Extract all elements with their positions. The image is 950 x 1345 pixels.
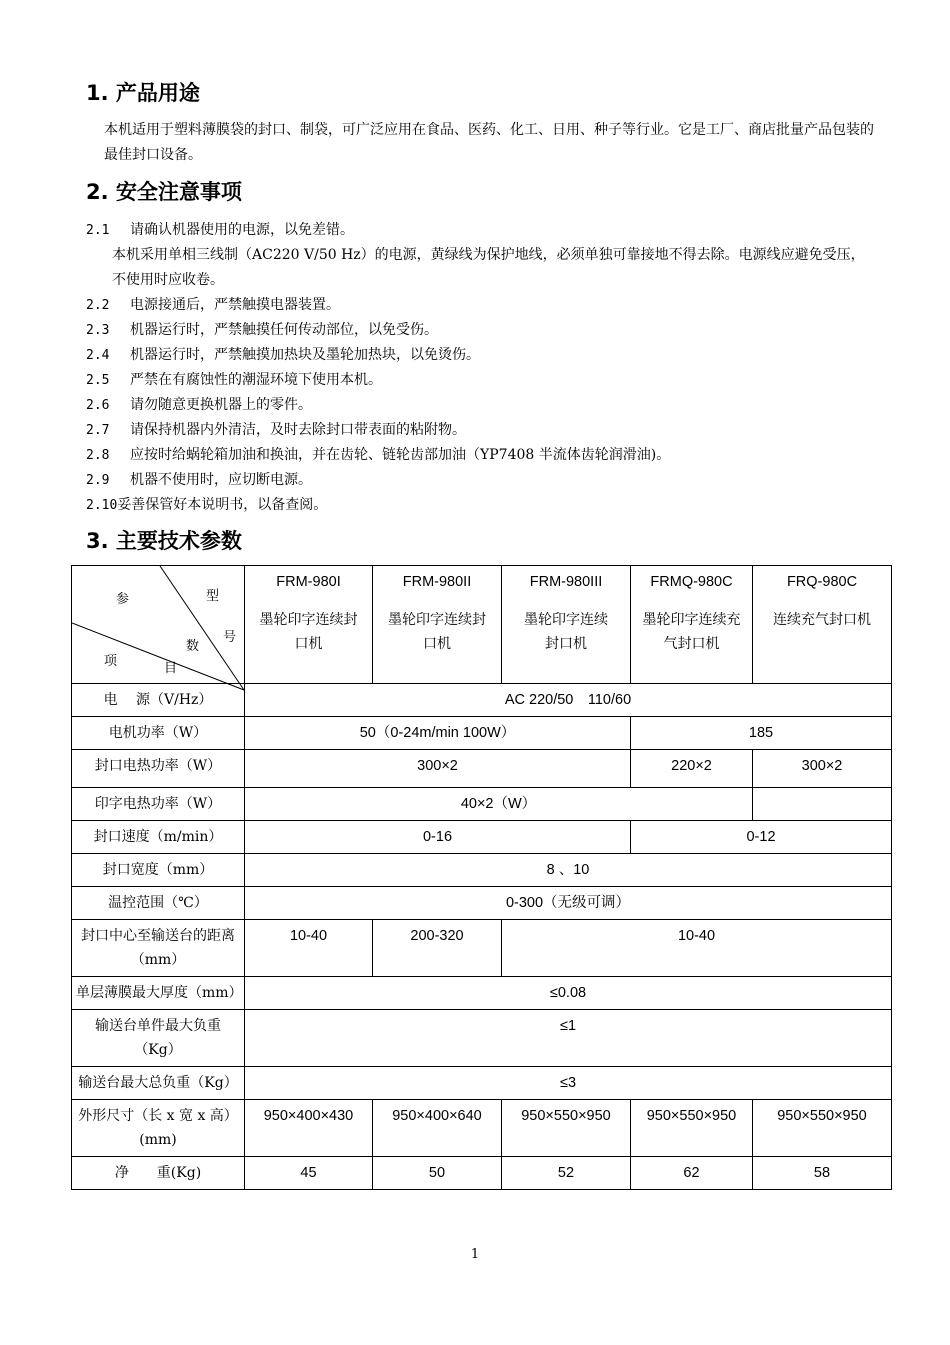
cell-value: ≤1 <box>245 1010 892 1067</box>
cell-value: 8 、10 <box>245 854 892 887</box>
safety-list <box>86 218 876 518</box>
row-label: 单层薄膜最大厚度（mm） <box>72 977 245 1010</box>
list-item: 2.8 应按时给蜗轮箱加油和换油，并在齿轮、链轮齿部加油（YP7408 半流体齿轮润滑油)。 <box>86 447 671 463</box>
spec-table <box>71 565 892 1190</box>
row-label: 输送台单件最大负重（Kg） <box>72 1010 245 1067</box>
table-row <box>72 1010 892 1067</box>
cell-value: 950×400×640 <box>373 1100 502 1157</box>
row-label: 封口宽度（mm） <box>72 854 245 887</box>
corner-cell <box>72 566 245 684</box>
corner-diagonals <box>72 566 245 691</box>
row-label: 电 源（V/Hz） <box>72 684 245 717</box>
corner-label: 数 <box>186 639 200 654</box>
row-label: 封口中心至输送台的距离（mm） <box>72 920 245 977</box>
row-label: 印字电热功率（W） <box>72 788 245 821</box>
cell-value: 52 <box>502 1157 631 1190</box>
section-1-title: 1. 产品用途 <box>86 81 200 105</box>
table-row <box>72 1100 892 1157</box>
corner-label: 目 <box>164 661 178 676</box>
row-label: 封口电热功率（W） <box>72 750 245 788</box>
cell-value: 185 <box>631 717 892 750</box>
cell-value: ≤0.08 <box>245 977 892 1010</box>
cell-value: 50 <box>373 1157 502 1190</box>
cell-value: 220×2 <box>631 750 753 788</box>
section-2-title: 2. 安全注意事项 <box>86 180 242 204</box>
cell-value: 45 <box>245 1157 373 1190</box>
table-row <box>72 821 892 854</box>
cell-value: 58 <box>753 1157 892 1190</box>
list-item: 本机采用单相三线制（AC220 V/50 Hz）的电源，黄绿线为保护地线，必须单独可靠接地不得去除。电源线应避免受压，不使用时应收卷。 <box>112 247 865 288</box>
table-row <box>72 887 892 920</box>
cell-value: AC 220/50 110/60 <box>245 684 892 717</box>
cell-value: 0-12 <box>631 821 892 854</box>
section-3-title: 3. 主要技术参数 <box>86 529 242 553</box>
model-header: FRM-980II 墨轮印字连续封口机 <box>373 566 502 684</box>
row-label: 温控范围（℃） <box>72 887 245 920</box>
model-header: FRM-980III 墨轮印字连续封口机 <box>502 566 631 684</box>
cell-value: 950×550×950 <box>631 1100 753 1157</box>
row-label: 封口速度（m/min） <box>72 821 245 854</box>
cell-value <box>753 788 892 821</box>
row-label: 外形尺寸（长 x 宽 x 高）(mm) <box>72 1100 245 1157</box>
table-row <box>72 977 892 1010</box>
list-item: 2.3 机器运行时，严禁触摸任何传动部位，以免受伤。 <box>86 322 438 338</box>
page-number: 1 <box>470 1247 480 1262</box>
model-header: FRM-980I 墨轮印字连续封口机 <box>245 566 373 684</box>
cell-value: 950×550×950 <box>753 1100 892 1157</box>
list-item: 2.1 请确认机器使用的电源，以免差错。 <box>86 222 354 238</box>
list-item: 2.9 机器不使用时，应切断电源。 <box>86 472 312 488</box>
table-row <box>72 1157 892 1190</box>
model-header: FRMQ-980C 墨轮印字连续充气封口机 <box>631 566 753 684</box>
list-item: 2.5 严禁在有腐蚀性的潮湿环境下使用本机。 <box>86 372 382 388</box>
list-item: 2.10妥善保管好本说明书，以备查阅。 <box>86 497 328 513</box>
cell-value: 200-320 <box>373 920 502 977</box>
table-row <box>72 920 892 977</box>
section-1-body: 本机适用于塑料薄膜袋的封口、制袋，可广泛应用在食品、医药、化工、日用、种子等行业。它是工厂、商店批量产品包装的最佳封口设备。 <box>104 122 874 163</box>
cell-value: 10-40 <box>245 920 373 977</box>
list-item: 2.2 电源接通后，严禁触摸电器装置。 <box>86 297 340 313</box>
cell-value: 300×2 <box>245 750 631 788</box>
cell-value: 0-16 <box>245 821 631 854</box>
cell-value: ≤3 <box>245 1067 892 1100</box>
table-row <box>72 1067 892 1100</box>
row-label: 电机功率（W） <box>72 717 245 750</box>
table-row <box>72 717 892 750</box>
cell-value: 62 <box>631 1157 753 1190</box>
cell-value: 40×2（W） <box>245 788 753 821</box>
list-item: 2.6 请勿随意更换机器上的零件。 <box>86 397 312 413</box>
list-item: 2.4 机器运行时，严禁触摸加热块及墨轮加热块，以免烫伤。 <box>86 347 480 363</box>
table-row <box>72 566 892 684</box>
cell-value: 50（0-24m/min 100W） <box>245 717 631 750</box>
cell-value: 950×550×950 <box>502 1100 631 1157</box>
cell-value: 950×400×430 <box>245 1100 373 1157</box>
list-item: 2.7 请保持机器内外清洁，及时去除封口带表面的粘附物。 <box>86 422 466 438</box>
row-label: 输送台最大总负重（Kg） <box>72 1067 245 1100</box>
table-row <box>72 788 892 821</box>
cell-value: 300×2 <box>753 750 892 788</box>
corner-label: 型 <box>206 589 220 604</box>
cell-value: 10-40 <box>502 920 892 977</box>
corner-label: 参 <box>116 592 130 607</box>
corner-label: 号 <box>223 630 237 645</box>
row-label: 净 重(Kg) <box>72 1157 245 1190</box>
model-header: FRQ-980C 连续充气封口机 <box>753 566 892 684</box>
cell-value: 0-300（无级可调） <box>245 887 892 920</box>
corner-label: 项 <box>104 654 118 669</box>
table-row <box>72 750 892 788</box>
table-row <box>72 854 892 887</box>
